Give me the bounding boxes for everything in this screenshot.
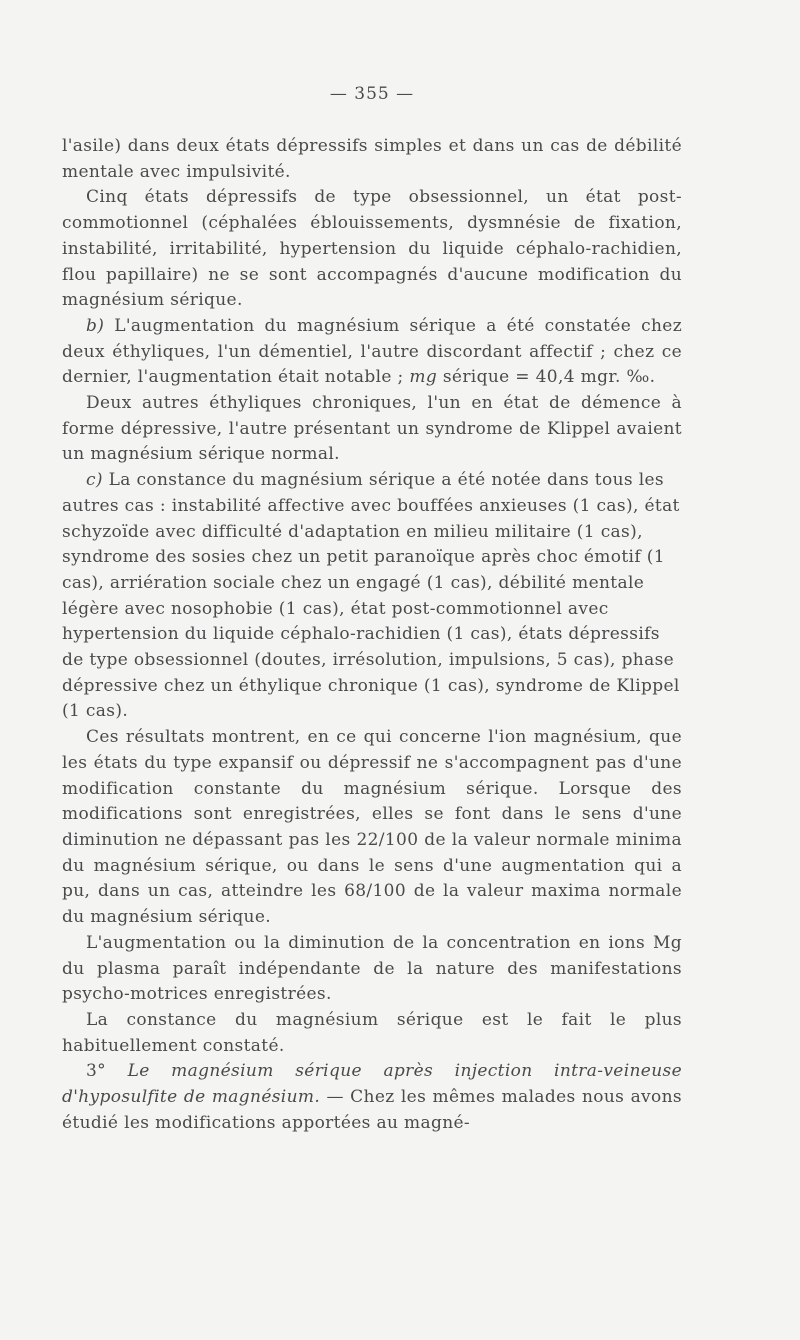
paragraph-9 xyxy=(62,1059,682,1136)
paragraph-5 xyxy=(62,468,682,725)
page-number: — 355 — xyxy=(329,84,415,104)
page xyxy=(62,84,682,1136)
paragraph-5-text: La constance du magnésium sérique a été notée dans tous les autres cas : instabilité affective avec bouffées anxieuses (1 cas), état schyzoïde avec difficulté d'adaptation en milieu militaire (1 cas), syndrome des sosies chez un petit paranoïque après choc émotif (1 cas), arriération sociale chez un engagé (1 cas), débilité mentale légère avec nosophobie (1 cas), état post-commotionnel avec hypertension du liquide céphalo-rachidien (1 cas), états dépressifs de type obsessionnel (doutes, irrésolution, impulsions, 5 cas), phase dépressive chez un éthylique chronique (1 cas), syndrome de Klippel (1 cas). xyxy=(62,470,680,722)
section-3-number: 3° xyxy=(86,1061,107,1082)
paragraph-7: L'augmentation ou la diminution de la concentration en ions Mg du plasma paraît indépendante de la nature des manifestations psycho-motrices enregistrées. xyxy=(62,932,682,1005)
section-3-title: Le magnésium sérique après injection intra-veineuse d'hyposulfite de magnésium. xyxy=(62,1061,682,1108)
paragraph-4: Deux autres éthyliques chroniques, l'un en état de démence à forme dépressive, l'autre présentant un syndrome de Klippel avaient un magnésium sérique normal. xyxy=(62,393,682,465)
mg-symbol: mg xyxy=(409,367,438,388)
paragraph-8: La constance du magnésium sérique est le fait le plus habituellement constaté. xyxy=(62,1009,682,1056)
paragraph-3-text-b: sérique = 40,4 mgr. ‰. xyxy=(437,367,656,388)
paragraph-3 xyxy=(62,314,682,391)
section-c-label: c) xyxy=(86,470,103,491)
section-b-label: b) xyxy=(86,315,105,336)
paragraph-1: l'asile) dans deux états dépressifs simples et dans un cas de débilité mentale avec impulsivité. xyxy=(62,136,682,182)
paragraph-3-text-a: L'augmentation du magnésium sérique a été constatée chez deux éthyliques, l'un démentiel, l'autre discordant affectif ; chez ce dernier, l'augmentation était notable ; xyxy=(62,315,682,388)
paragraph-6: Ces résultats montrent, en ce qui concerne l'ion magnésium, que les états du type expansif ou dépressif ne s'accompagnent pas d'une modification constante du magnésium sérique. Lorsque des modifications sont enregistrées, elles se font dans le sens d'une diminution ne dépassant pas les 22/100 de la valeur normale minima du magnésium sérique, ou dans le sens d'une augmentation qui a pu, dans un cas, atteindre les 68/100 de la valeur maxima normale du magnésium sérique. xyxy=(62,727,682,928)
paragraph-2: Cinq états dépressifs de type obsessionnel, un état post-commotionnel (céphalées éblouissements, dysmnésie de fixation, instabilité, irritabilité, hypertension du liquide céphalo-rachidien, flou papillaire) ne se sont accompagnés d'aucune modification du magnésium sérique. xyxy=(62,187,682,311)
paragraph-9-text: — Chez les mêmes malades nous avons étudié les modifications apportées au magné- xyxy=(62,1087,682,1133)
